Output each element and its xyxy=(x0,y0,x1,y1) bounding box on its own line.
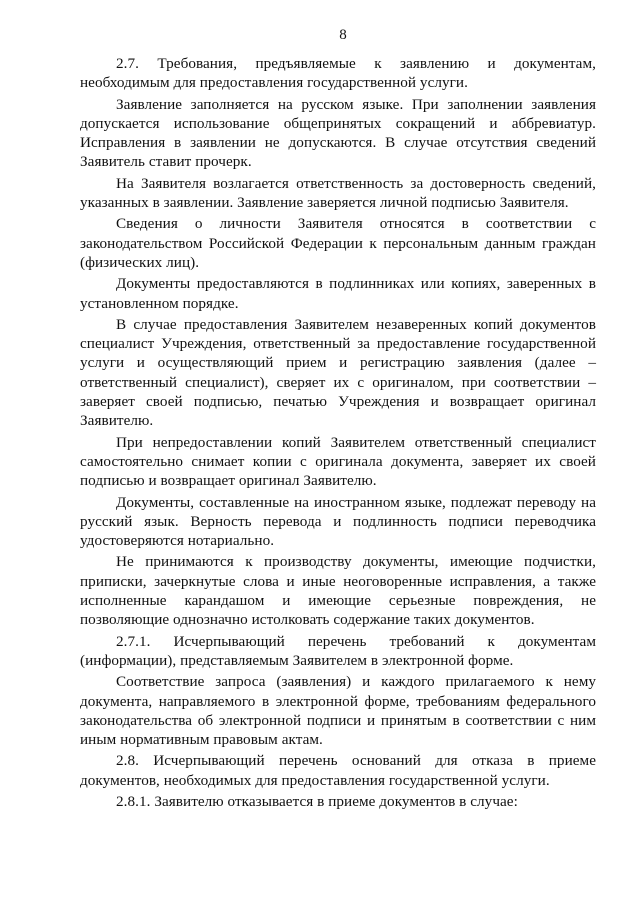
paragraph-no-copies: При непредоставлении копий Заявителем ответственный специалист самостоятельно снимает копии с оригинала документа, заверяет их своей подписью и возвращает оригинал Заявителю. xyxy=(80,433,596,490)
paragraph-responsibility: На Заявителя возлагается ответственность за достоверность сведений, указанных в заявлении. Заявление заверяется личной подписью Заявителя. xyxy=(80,174,596,212)
paragraph-foreign-language: Документы, составленные на иностранном языке, подлежат переводу на русский язык. Верность перевода и подлинность подписи переводчика удостоверяются нотариально. xyxy=(80,493,596,550)
paragraph-2-7-1-heading: 2.7.1. Исчерпывающий перечень требований к документам (информации), представляемым Заявителем в электронной форме. xyxy=(80,632,596,669)
paragraph-personal-data: Сведения о личности Заявителя относятся в соответствии с законодательством Российской Федерации к персональным данным граждан (физических лиц). xyxy=(80,215,596,271)
paragraph-uncertified-copies: В случае предоставления Заявителем незаверенных копий документов специалист Учреждения, ответственный за предоставление государственной услуги и осуществляющий прием и регистрацию заявления (далее – ответственный специалист), сверяет их с оригиналом, при соответствии – заверяет своей подписью, печатью Учреждения и возвращает оригинал Заявителю. xyxy=(80,315,596,430)
page-number: 8 xyxy=(339,27,347,43)
paragraph-2-8-1: 2.8.1. Заявителю отказывается в приеме документов в случае: xyxy=(116,792,518,810)
paragraph-originals-copies: Документы предоставляются в подлинниках или копиях, заверенных в установленном порядке. xyxy=(80,275,596,312)
paragraph-language: Заявление заполняется на русском языке. При заполнении заявления допускается использование общепринятых сокращений и аббревиатур. Исправления в заявлении не допускаются. В случае отсутствия сведений Заявитель ставит прочерк. xyxy=(80,95,596,171)
paragraph-2-8-heading: 2.8. Исчерпывающий перечень оснований для отказа в приеме документов, необходимых для предоставления государственной услуги. xyxy=(80,752,596,789)
paragraph-not-accepted: Не принимаются к производству документы, имеющие подчистки, приписки, зачеркнутые слова и иные неоговоренные исправления, а также исполненные карандашом и имеющие серьезные повреждения, не позволяющие однозначно истолковать содержание таких документов. xyxy=(80,553,596,629)
paragraph-2-7-heading: 2.7. Требования, предъявляемые к заявлению и документам, необходимым для предоставления государственной услуги. xyxy=(80,55,596,92)
paragraph-electronic-form: Соответствие запроса (заявления) и каждого прилагаемого к нему документа, направляемого в электронной форме, требованиям федерального законодательства об электронной подписи и принятым в соответствии с ним иным нормативным правовым актам. xyxy=(80,673,596,749)
